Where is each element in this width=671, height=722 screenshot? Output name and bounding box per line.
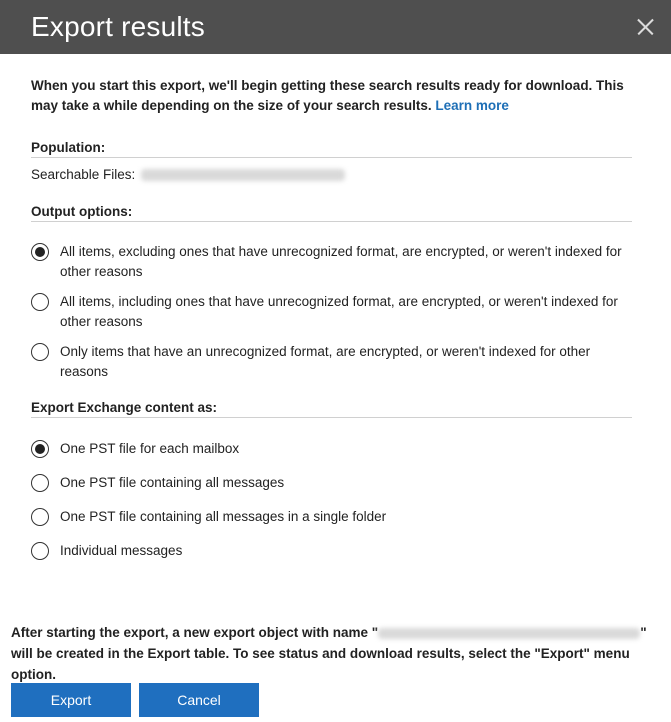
- radio-button[interactable]: [31, 343, 49, 361]
- exchange-option-label: One PST file for each mailbox: [60, 441, 240, 456]
- dialog-buttons: [11, 683, 267, 717]
- dialog-body: [0, 54, 671, 561]
- exchange-option-label: One PST file containing all messages in a single folder: [60, 509, 387, 524]
- radio-button-selected[interactable]: [31, 440, 49, 458]
- output-option-only-unrecognized[interactable]: [31, 343, 632, 382]
- population-heading: Population:: [31, 140, 632, 158]
- export-exchange-heading: Export Exchange content as:: [31, 400, 632, 418]
- radio-button[interactable]: [31, 542, 49, 560]
- output-options-group: [31, 243, 632, 382]
- exchange-option-single-folder[interactable]: [31, 508, 632, 527]
- exchange-option-individual[interactable]: [31, 542, 632, 561]
- redacted-searchable-files-value: [141, 169, 345, 181]
- export-info-text: [11, 622, 663, 685]
- radio-button[interactable]: [31, 508, 49, 526]
- dialog-header: [0, 0, 671, 54]
- searchable-files-row: [31, 167, 632, 182]
- exchange-options-group: [31, 440, 632, 561]
- output-option-label: All items, including ones that have unrecognized format, are encrypted, or weren't indexed for other reasons: [60, 294, 618, 329]
- radio-button[interactable]: [31, 474, 49, 492]
- output-option-label: Only items that have an unrecognized format, are encrypted, or weren't indexed for other reasons: [60, 344, 591, 379]
- export-info-after: " will be created in the Export table. To see status and download results, select the "Export" menu option.: [11, 625, 647, 682]
- radio-button-selected[interactable]: [31, 243, 49, 261]
- intro-message: When you start this export, we'll begin getting these search results ready for download. This may take a while depending on the size of your search results.: [31, 78, 624, 113]
- learn-more-link[interactable]: Learn more: [435, 98, 509, 113]
- radio-button[interactable]: [31, 293, 49, 311]
- exchange-option-label: One PST file containing all messages: [60, 475, 285, 490]
- exchange-option-pst-per-mailbox[interactable]: [31, 440, 632, 459]
- output-options-heading: Output options:: [31, 204, 632, 222]
- export-button[interactable]: Export: [11, 683, 131, 717]
- redacted-export-name: [378, 628, 640, 639]
- exchange-option-single-pst[interactable]: [31, 474, 632, 493]
- close-icon[interactable]: [633, 15, 657, 39]
- searchable-files-label: Searchable Files:: [31, 167, 136, 182]
- export-info-before: After starting the export, a new export object with name ": [11, 625, 379, 640]
- output-option-label: All items, excluding ones that have unrecognized format, are encrypted, or weren't indexed for other reasons: [60, 244, 622, 279]
- exchange-option-label: Individual messages: [60, 543, 183, 558]
- cancel-button[interactable]: Cancel: [139, 683, 259, 717]
- dialog-title: Export results: [31, 11, 205, 42]
- intro-text: [31, 76, 632, 116]
- output-option-including[interactable]: [31, 293, 632, 332]
- output-option-excluding[interactable]: [31, 243, 632, 282]
